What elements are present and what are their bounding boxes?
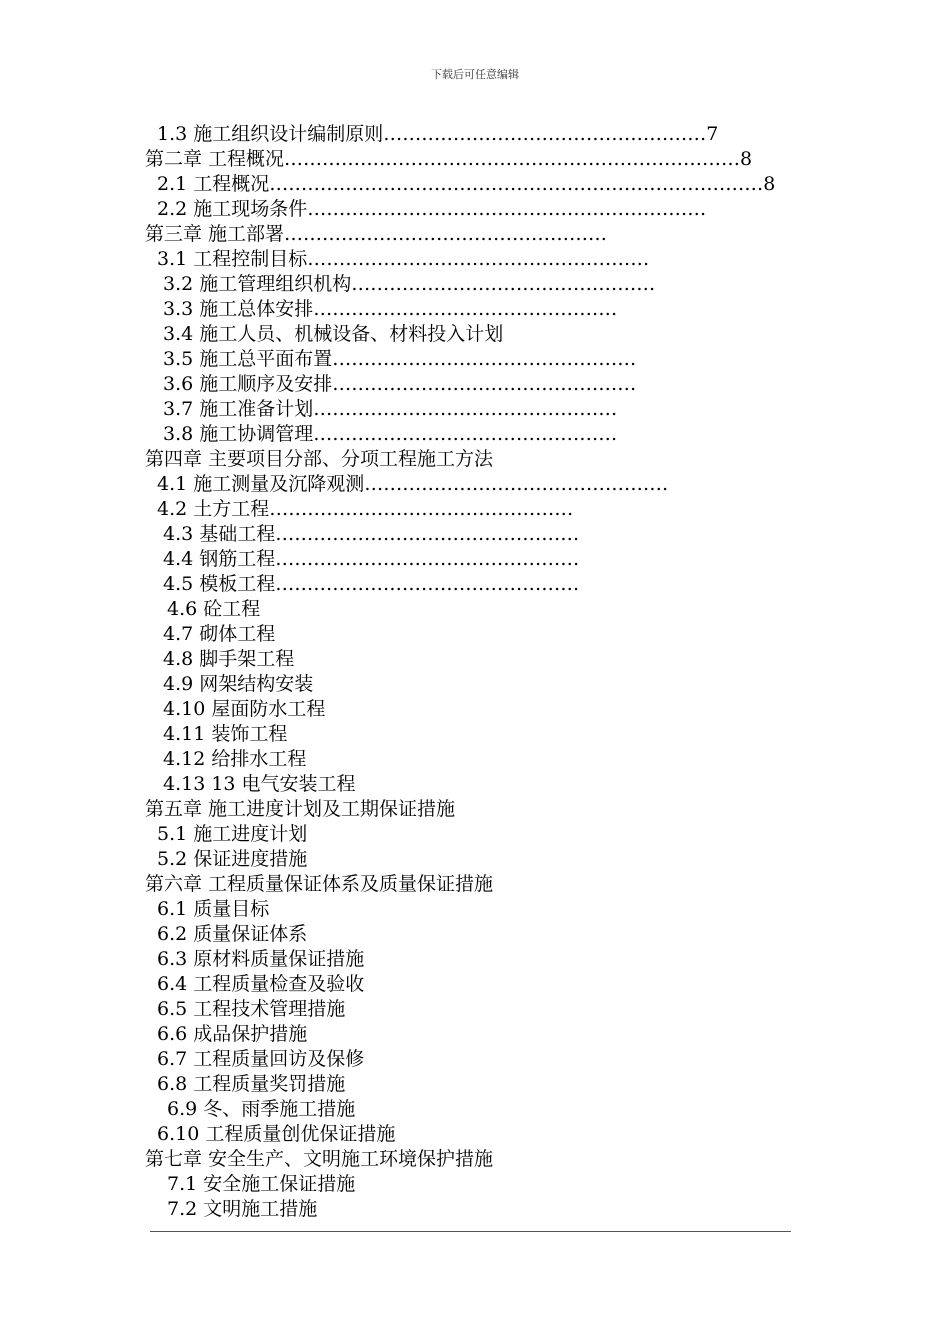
toc-entry: 4.5 模板工程………………………………………… bbox=[163, 573, 580, 595]
toc-entry: 6.3 原材料质量保证措施 bbox=[157, 948, 365, 970]
toc-entry: 3.8 施工协调管理………………………………………… bbox=[163, 423, 618, 445]
toc-entry: 6.2 质量保证体系 bbox=[157, 923, 308, 945]
toc-entry: 1.3 施工组织设计编制原则……………………………………………7 bbox=[157, 123, 719, 145]
toc-entry: 4.9 网架结构安装 bbox=[163, 673, 314, 695]
toc-entry: 3.6 施工顺序及安排………………………………………… bbox=[163, 373, 637, 395]
toc-entry: 6.1 质量目标 bbox=[157, 898, 270, 920]
toc-entry: 5.2 保证进度措施 bbox=[157, 848, 308, 870]
toc-entry: 6.8 工程质量奖罚措施 bbox=[157, 1073, 346, 1095]
toc-entry: 4.6 砼工程 bbox=[167, 598, 261, 620]
footer-divider bbox=[150, 1231, 791, 1232]
toc-entry: 7.2 文明施工措施 bbox=[167, 1198, 318, 1220]
toc-entry: 6.4 工程质量检查及验收 bbox=[157, 973, 365, 995]
toc-entry: 3.5 施工总平面布置………………………………………… bbox=[163, 348, 637, 370]
toc-entry: 2.1 工程概况……………………………………………………………………8 bbox=[157, 173, 776, 195]
toc-entry: 4.12 给排水工程 bbox=[163, 748, 307, 770]
toc-entry: 4.4 钢筋工程………………………………………… bbox=[163, 548, 580, 570]
toc-entry: 6.10 工程质量创优保证措施 bbox=[157, 1123, 396, 1145]
toc-entry: 5.1 施工进度计划 bbox=[157, 823, 308, 845]
toc-entry: 4.1 施工测量及沉降观测………………………………………… bbox=[157, 473, 669, 495]
toc-entry: 3.7 施工准备计划………………………………………… bbox=[163, 398, 618, 420]
toc-entry: 3.1 工程控制目标……………………………………………… bbox=[157, 248, 650, 270]
toc-chapter: 第三章 施工部署…………………………………………… bbox=[145, 223, 608, 245]
toc-chapter: 第七章 安全生产、文明施工环境保护措施 bbox=[145, 1148, 494, 1170]
toc-chapter: 第六章 工程质量保证体系及质量保证措施 bbox=[145, 873, 494, 895]
toc-entry: 2.2 施工现场条件……………………………………………………… bbox=[157, 198, 707, 220]
toc-entry: 7.1 安全施工保证措施 bbox=[167, 1173, 356, 1195]
toc-chapter: 第二章 工程概况………………………………………………………………8 bbox=[145, 148, 753, 170]
toc-entry: 4.3 基础工程………………………………………… bbox=[163, 523, 580, 545]
toc-chapter: 第四章 主要项目分部、分项工程施工方法 bbox=[145, 448, 494, 470]
toc-entry: 3.3 施工总体安排………………………………………… bbox=[163, 298, 618, 320]
toc-entry: 4.8 脚手架工程 bbox=[163, 648, 295, 670]
toc-entry: 4.13 13 电气安装工程 bbox=[163, 773, 356, 795]
toc-entry: 4.2 土方工程………………………………………… bbox=[157, 498, 574, 520]
toc-entry: 4.7 砌体工程 bbox=[163, 623, 276, 645]
toc-entry: 6.7 工程质量回访及保修 bbox=[157, 1048, 365, 1070]
toc-entry: 6.6 成品保护措施 bbox=[157, 1023, 308, 1045]
toc-entry: 4.10 屋面防水工程 bbox=[163, 698, 326, 720]
toc-chapter: 第五章 施工进度计划及工期保证措施 bbox=[145, 798, 456, 820]
page-header: 下载后可任意编辑 bbox=[431, 68, 519, 81]
toc-entry: 6.5 工程技术管理措施 bbox=[157, 998, 346, 1020]
toc-entry: 3.4 施工人员、机械设备、材料投入计划 bbox=[163, 323, 504, 345]
toc-entry: 3.2 施工管理组织机构………………………………………… bbox=[163, 273, 656, 295]
toc-entry: 6.9 冬、雨季施工措施 bbox=[167, 1098, 356, 1120]
toc-entry: 4.11 装饰工程 bbox=[163, 723, 288, 745]
